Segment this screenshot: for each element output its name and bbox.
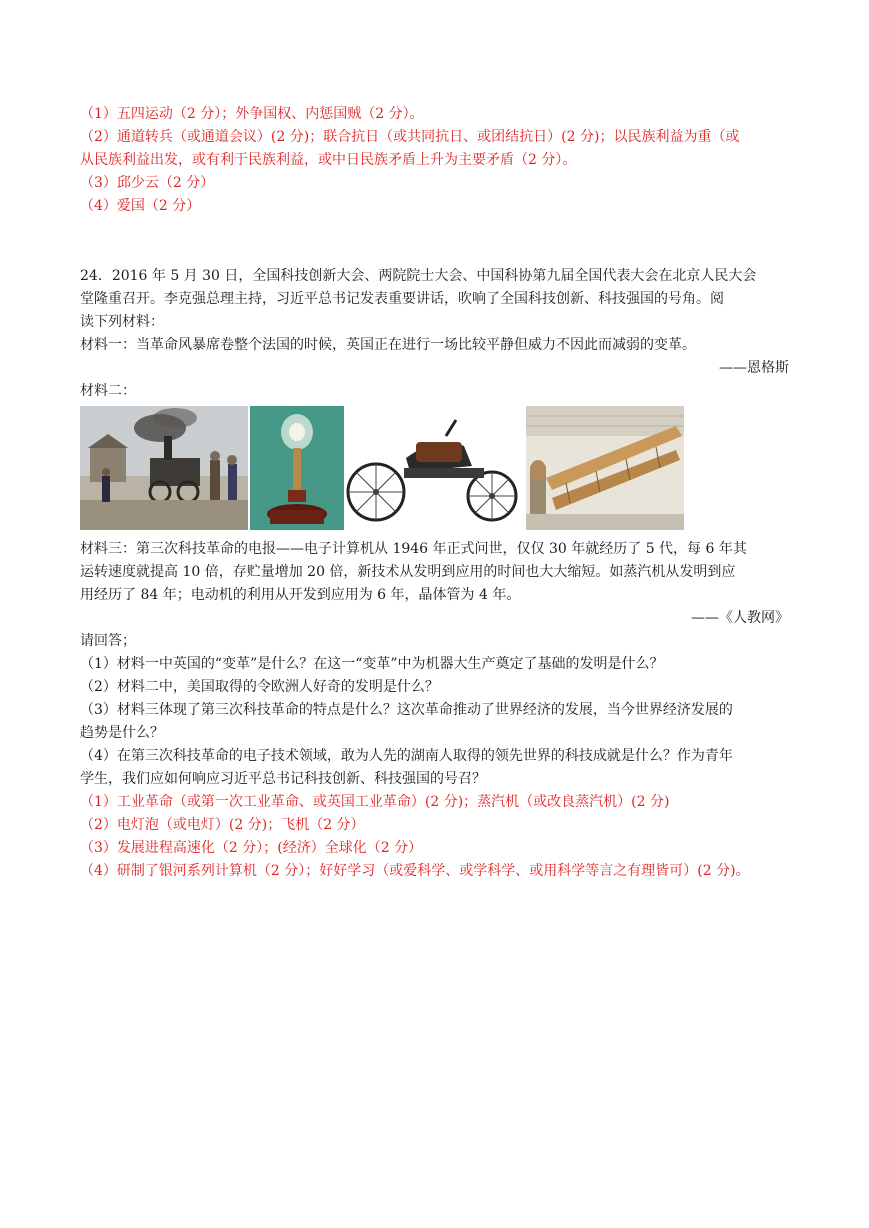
- answer-24-3: （3）发展进程高速化（2 分）；(经济）全球化（2 分）: [80, 840, 423, 856]
- question-4a: （4）在第三次科技革命的电子技术领域，敢为人先的湖南人取得的领先世界的科技成就是什么？作为青年: [80, 748, 733, 764]
- light-bulb-image: [250, 406, 344, 530]
- answer-24-2: （2）电灯泡（或电灯）(2 分)；飞机（2 分）: [80, 817, 365, 833]
- answer-prompt: 请回答；: [80, 633, 136, 649]
- airplane-museum-image: [526, 406, 684, 530]
- question-3a: （3）材料三体现了第三次科技革命的特点是什么？这次革命推动了世界经济的发展，当今世界经济发展的: [80, 702, 733, 718]
- q24-intro-3: 读下列材料：: [80, 314, 164, 330]
- question-1: （1）材料一中英国的“变革”是什么？在这一“变革”中为机器大生产奠定了基础的发明是什么？: [80, 656, 664, 672]
- material-3-line-2: 运转速度就提高 10 倍，存贮量增加 20 倍，新技术从发明到应用的时间也大大缩短。如蒸汽机从发明到应: [80, 564, 736, 580]
- material-1-source: ——恩格斯: [719, 360, 789, 376]
- q24-intro-1: 24．2016 年 5 月 30 日，全国科技创新大会、两院院士大会、中国科协第九届全国代表大会在北京人民大会: [80, 268, 757, 284]
- early-automobile-image: [346, 406, 520, 530]
- answer-24-1: （1）工业革命（或第一次工业革命、或英国工业革命）(2 分)；蒸汽机（或改良蒸汽机）(2 分): [80, 794, 670, 810]
- answer-23-2a: （2）通道转兵（或通道会议）(2 分)；联合抗日（或共同抗日、或团结抗日）(2 分)；以民族利益为重（或: [80, 129, 740, 145]
- material-1: 材料一：当革命风暴席卷整个法国的时候，英国正在进行一场比较平静但威力不因此而减弱的变革。: [80, 337, 696, 353]
- answer-23-2b: 从民族利益出发，或有利于民族利益，或中日民族矛盾上升为主要矛盾（2 分）。: [80, 152, 577, 168]
- question-4b: 学生，我们应如何响应习近平总书记科技创新、科技强国的号召？: [80, 771, 486, 787]
- material-3-source: ——《人教网》: [691, 610, 789, 626]
- answer-23-1: （1）五四运动（2 分）；外争国权、内惩国贼（2 分）。: [80, 106, 424, 122]
- answer-24-4: （4）研制了银河系列计算机（2 分）；好好学习（或爱科学、或学科学、或用科学等言之有理皆可）(2 分)。: [80, 863, 750, 879]
- material-3-line-3: 用经历了 84 年；电动机的利用从开发到应用为 6 年，晶体管为 4 年。: [80, 587, 521, 603]
- answer-23-3: （3）邱少云（2 分）: [80, 175, 215, 191]
- material-2-label: 材料二：: [80, 383, 136, 399]
- q24-intro-2: 堂隆重召开。李克强总理主持，习近平总书记发表重要讲话，吹响了全国科技创新、科技强国的号角。阅: [80, 291, 724, 307]
- answer-23-4: （4）爱国（2 分）: [80, 198, 201, 214]
- material-3-line-1: 材料三：第三次科技革命的电报——电子计算机从 1946 年正式问世，仅仅 30 年就经历了 5 代，每 6 年其: [80, 541, 747, 557]
- question-3b: 趋势是什么？: [80, 725, 164, 741]
- question-2: （2）材料二中，美国取得的令欧洲人好奇的发明是什么？: [80, 679, 439, 695]
- steam-locomotive-image: [80, 406, 248, 530]
